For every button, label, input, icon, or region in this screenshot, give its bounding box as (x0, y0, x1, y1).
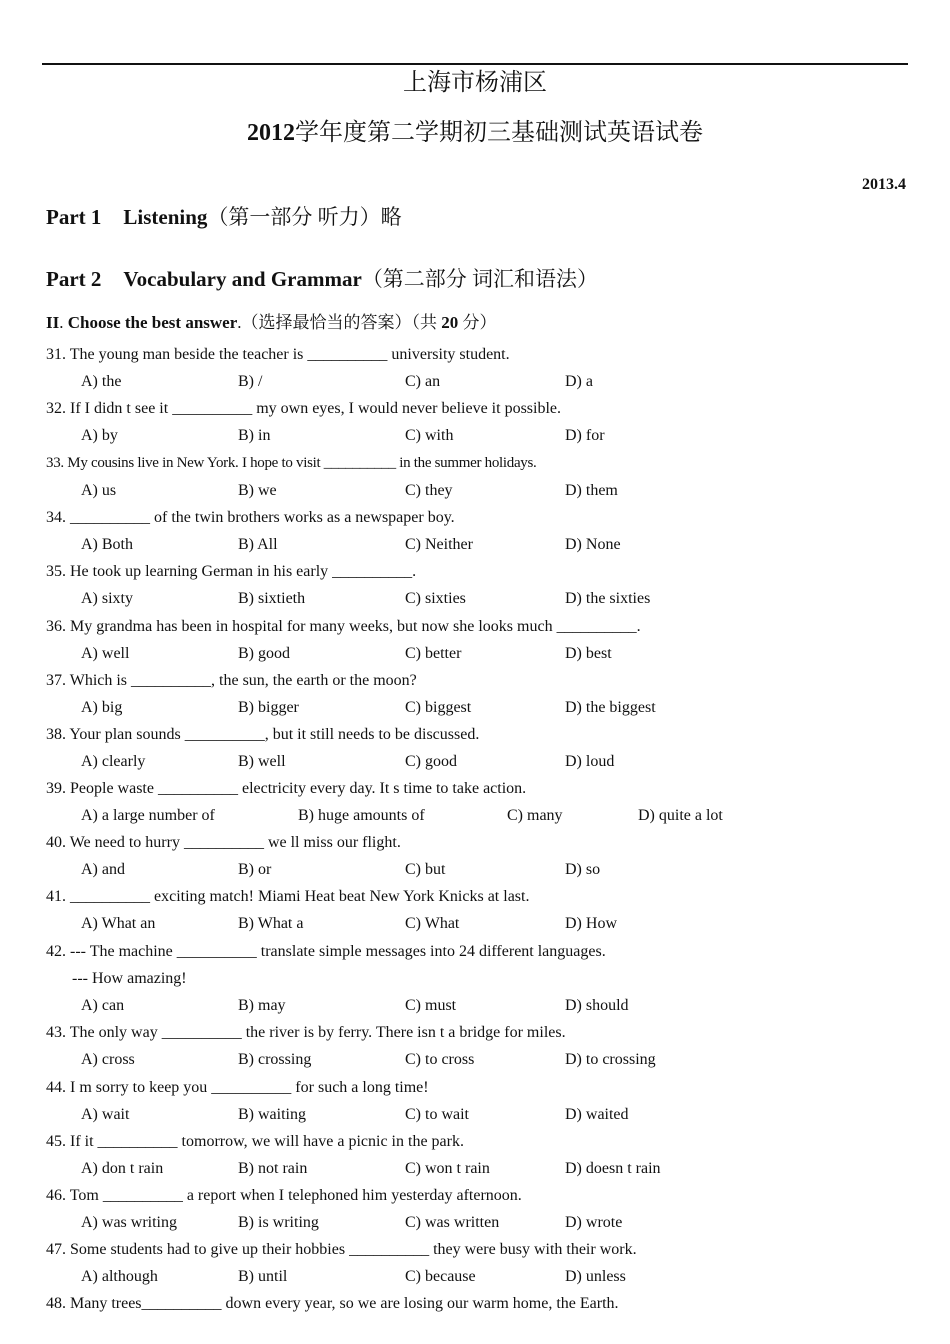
question-38: 38. Your plan sounds __________, but it still needs to be discussed. (46, 726, 480, 743)
option-38-b: B) well (238, 753, 286, 770)
option-35-d: D) the sixties (565, 590, 651, 607)
option-41-b: B) What a (238, 915, 304, 932)
option-38-c: C) good (405, 753, 457, 770)
option-47-b: B) until (238, 1268, 288, 1285)
part1-cn: （第一部分 听力）略 (207, 205, 402, 229)
option-32-b: B) in (238, 427, 271, 444)
option-46-d: D) wrote (565, 1214, 623, 1231)
question-46: 46. Tom __________ a report when I telephoned him yesterday afternoon. (46, 1187, 522, 1204)
option-38-a: A) clearly (81, 753, 146, 770)
option-46-b: B) is writing (238, 1214, 319, 1231)
option-31-c: C) an (405, 373, 441, 390)
part1-name: Listening (123, 205, 208, 229)
option-35-b: B) sixtieth (238, 590, 306, 607)
option-43-c: C) to cross (405, 1051, 475, 1068)
question-32: 32. If I didn t see it __________ my own eyes, I would never believe it possible. (46, 400, 562, 417)
question-42: 42. --- The machine __________ translate simple messages into 24 different languages. (46, 943, 606, 960)
option-36-c: C) better (405, 645, 462, 662)
part1-label: Part 1 (46, 205, 102, 229)
top-rule (42, 63, 908, 65)
section-roman: II (46, 313, 60, 332)
section-points: 20 (441, 313, 459, 332)
option-42-c: C) must (405, 997, 457, 1014)
section-cn-b: 分） (458, 313, 497, 332)
option-44-c: C) to wait (405, 1106, 469, 1123)
question-45: 45. If it __________ tomorrow, we will have a picnic in the park. (46, 1133, 464, 1150)
option-35-a: A) sixty (81, 590, 133, 607)
option-31-b: B) / (238, 373, 263, 390)
option-31-a: A) the (81, 373, 122, 390)
question-31: 31. The young man beside the teacher is __________ university student. (46, 346, 510, 363)
option-34-c: C) Neither (405, 536, 473, 553)
option-40-c: C) but (405, 861, 446, 878)
exam-title (0, 117, 950, 149)
option-45-c: C) won t rain (405, 1160, 490, 1177)
district-title: 上海市杨浦区 (403, 70, 547, 96)
option-42-d: D) should (565, 997, 629, 1014)
part1-heading (46, 203, 402, 231)
option-38-d: D) loud (565, 753, 615, 770)
option-32-c: C) with (405, 427, 454, 444)
option-41-c: C) What (405, 915, 460, 932)
option-45-b: B) not rain (238, 1160, 308, 1177)
part2-heading (46, 265, 598, 293)
option-31-d: D) a (565, 373, 593, 390)
exam-year: 2012 (247, 120, 295, 146)
part2-label: Part 2 (46, 267, 102, 291)
option-43-b: B) crossing (238, 1051, 312, 1068)
option-37-d: D) the biggest (565, 699, 656, 716)
exam-title-text: 学年度第二学期初三基础测试英语试卷 (295, 120, 703, 146)
part2-name: Vocabulary and Grammar (123, 267, 362, 291)
question-42-line2: --- How amazing! (72, 970, 187, 987)
option-40-d: D) so (565, 861, 601, 878)
option-43-a: A) cross (81, 1051, 135, 1068)
option-44-a: A) wait (81, 1106, 130, 1123)
option-45-d: D) doesn t rain (565, 1160, 661, 1177)
option-44-b: B) waiting (238, 1106, 306, 1123)
option-33-d: D) them (565, 482, 618, 499)
section-cn-a: （选择最恰当的答案）（共 (241, 313, 442, 332)
option-47-c: C) because (405, 1268, 476, 1285)
option-32-d: D) for (565, 427, 605, 444)
option-37-b: B) bigger (238, 699, 299, 716)
option-33-b: B) we (238, 482, 277, 499)
option-42-b: B) may (238, 997, 286, 1014)
option-37-c: C) biggest (405, 699, 472, 716)
option-39-c: C) many (507, 807, 563, 824)
question-34: 34. __________ of the twin brothers works as a newspaper boy. (46, 509, 455, 526)
section-dot: . (237, 313, 242, 332)
section-heading (46, 311, 497, 335)
option-39-d: D) quite a lot (638, 807, 723, 824)
option-40-b: B) or (238, 861, 272, 878)
option-39-a: A) a large number of (81, 807, 215, 824)
question-36: 36. My grandma has been in hospital for many weeks, but now she looks much __________. (46, 618, 641, 635)
option-33-a: A) us (81, 482, 117, 499)
question-41: 41. __________ exciting match! Miami Heat beat New York Knicks at last. (46, 888, 530, 905)
question-33: 33. My cousins live in New York. I hope to visit __________ in the summer holidays. (46, 455, 537, 471)
option-34-a: A) Both (81, 536, 133, 553)
option-40-a: A) and (81, 861, 125, 878)
option-43-d: D) to crossing (565, 1051, 656, 1068)
option-34-d: D) None (565, 536, 621, 553)
option-34-b: B) All (238, 536, 278, 553)
option-41-d: D) How (565, 915, 617, 932)
section-sep: . (59, 313, 64, 332)
option-44-d: D) waited (565, 1106, 629, 1123)
question-37: 37. Which is __________, the sun, the earth or the moon? (46, 672, 417, 689)
question-35: 35. He took up learning German in his early __________. (46, 563, 417, 580)
section-title: Choose the best answer (67, 313, 238, 332)
option-45-a: A) don t rain (81, 1160, 164, 1177)
option-47-a: A) although (81, 1268, 158, 1285)
option-35-c: C) sixties (405, 590, 466, 607)
question-40: 40. We need to hurry __________ we ll miss our flight. (46, 834, 401, 851)
option-41-a: A) What an (81, 915, 156, 932)
option-46-a: A) was writing (81, 1214, 177, 1231)
question-48: 48. Many trees__________ down every year, so we are losing our warm home, the Earth. (46, 1295, 619, 1312)
option-36-a: A) well (81, 645, 130, 662)
question-43: 43. The only way __________ the river is by ferry. There isn t a bridge for miles. (46, 1024, 566, 1041)
option-37-a: A) big (81, 699, 123, 716)
question-39: 39. People waste __________ electricity every day. It s time to take action. (46, 780, 527, 797)
option-36-d: D) best (565, 645, 612, 662)
option-36-b: B) good (238, 645, 290, 662)
exam-date: 2013.4 (862, 176, 906, 193)
option-42-a: A) can (81, 997, 125, 1014)
option-47-d: D) unless (565, 1268, 626, 1285)
option-33-c: C) they (405, 482, 453, 499)
option-39-b: B) huge amounts of (298, 807, 425, 824)
option-46-c: C) was written (405, 1214, 500, 1231)
part2-cn: （第二部分 词汇和语法） (361, 267, 599, 291)
question-47: 47. Some students had to give up their hobbies __________ they were busy with their work. (46, 1241, 637, 1258)
option-32-a: A) by (81, 427, 118, 444)
question-44: 44. I m sorry to keep you __________ for such a long time! (46, 1079, 429, 1096)
